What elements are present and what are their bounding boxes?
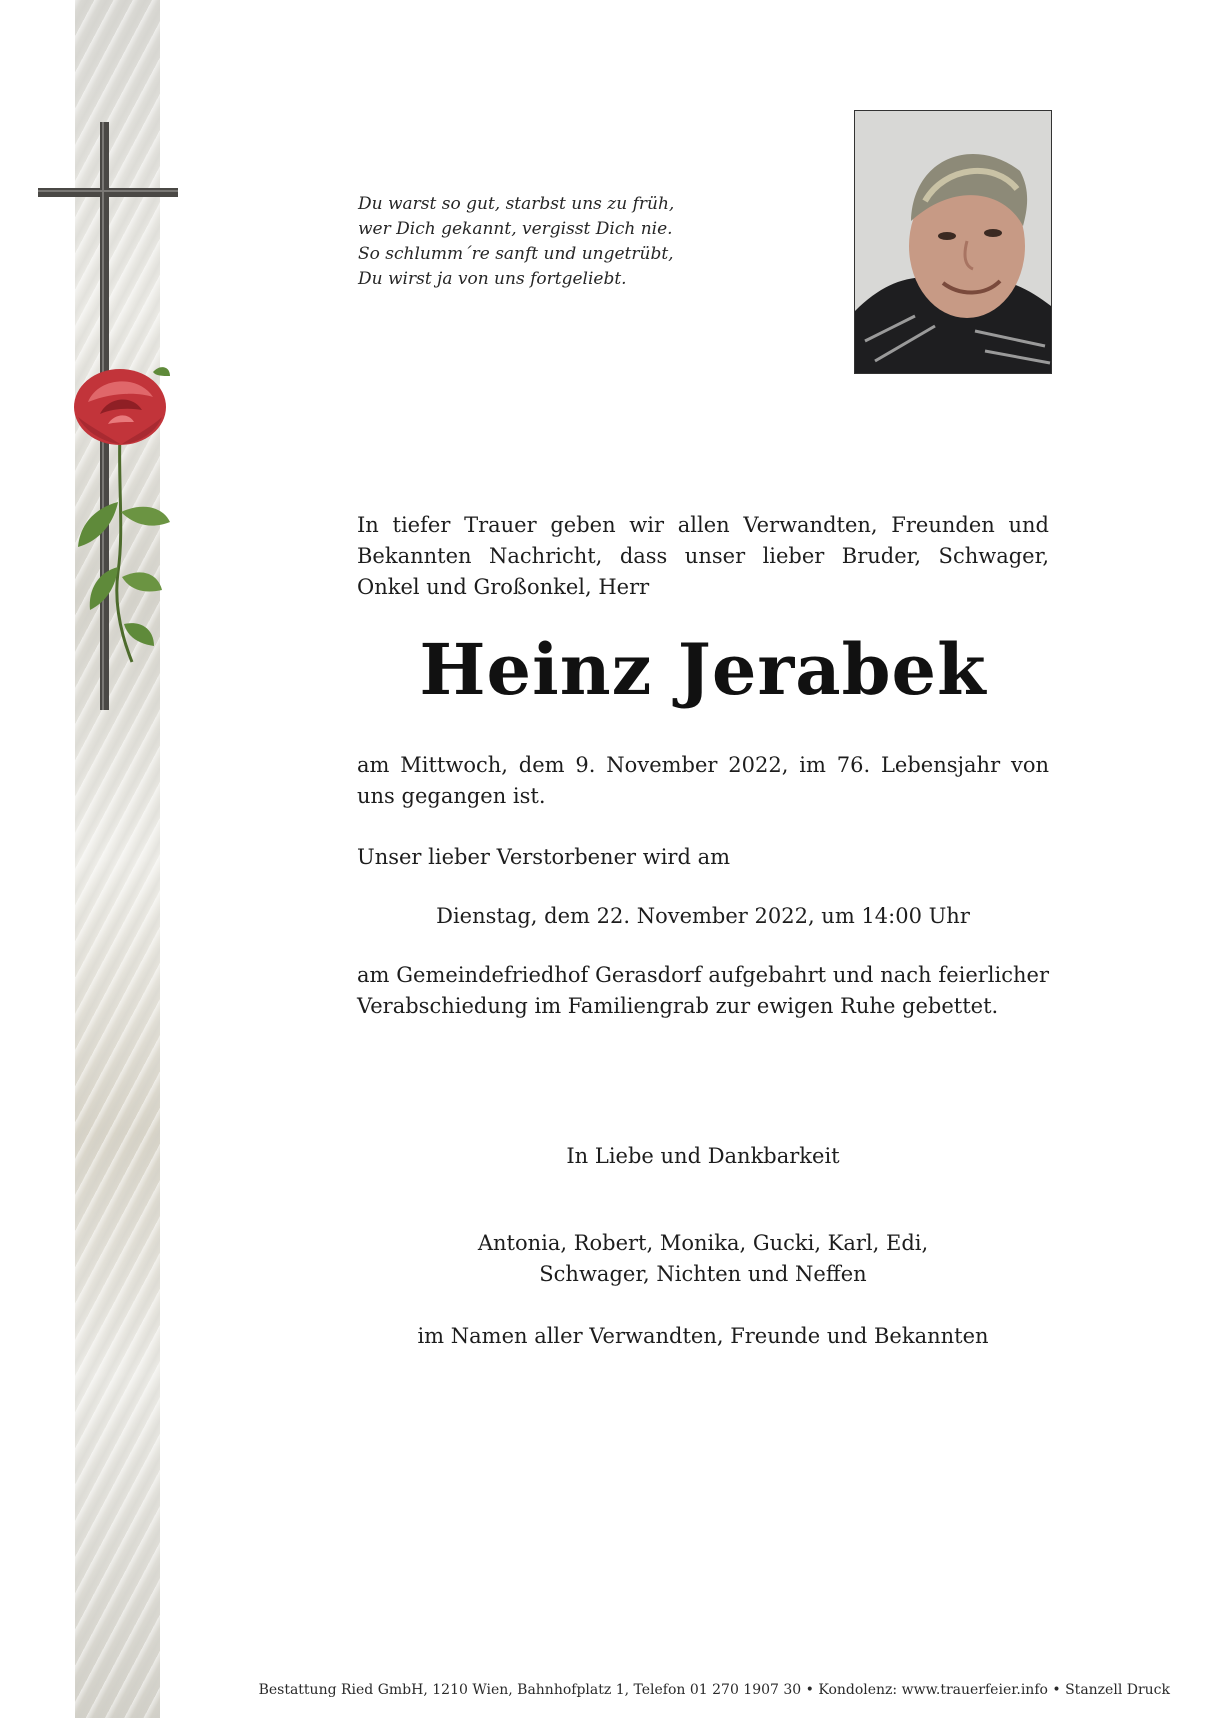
portrait-photo: [854, 110, 1052, 374]
mourners-line: Antonia, Robert, Monika, Gucki, Karl, Edi,: [477, 1231, 929, 1255]
deceased-name: Heinz Jerabek: [419, 628, 987, 711]
poem-line: wer Dich gekannt, vergisst Dich nie.: [358, 219, 673, 239]
poem-line: So schlumm´re sanft und ungetrübt,: [358, 244, 674, 264]
poem-line: Du wirst ja von uns fortgeliebt.: [358, 269, 627, 289]
funeral-home-footer: Bestattung Ried GmbH, 1210 Wien, Bahnhofplatz 1, Telefon 01 270 1907 30 • Kondolenz: www.trauerfeier.info • Stanzell Druck: [258, 1682, 1170, 1698]
viewing-intro-text: Unser lieber Verstorbener wird am: [357, 845, 731, 869]
closing-line: In Liebe und Dankbarkeit: [566, 1144, 840, 1168]
portrait-image: [855, 111, 1051, 373]
burial-place-text: am Gemeindefriedhof Gerasdorf aufgebahrt und nach feierlicher Verabschiedung im Familiengrab zur ewigen Ruhe gebettet.: [357, 963, 1049, 1018]
rose-icon: [58, 362, 188, 682]
mourners-line: Schwager, Nichten und Neffen: [539, 1262, 867, 1286]
memorial-poem: [358, 192, 778, 292]
death-date-text: am Mittwoch, dem 9. November 2022, im 76. Lebensjahr von uns gegangen ist.: [357, 753, 1049, 808]
service-datetime: Dienstag, dem 22. November 2022, um 14:00 Uhr: [436, 904, 970, 928]
poem-line: Du warst so gut, starbst uns zu früh,: [358, 194, 675, 214]
mourners-list: [357, 1228, 1049, 1290]
on-behalf-line: im Namen aller Verwandten, Freunde und Bekannten: [417, 1324, 989, 1348]
announcement-intro: In tiefer Trauer geben wir allen Verwandten, Freunden und Bekannten Nachricht, dass unser lieber Bruder, Schwager, Onkel und Großonkel, Herr: [357, 513, 1049, 599]
